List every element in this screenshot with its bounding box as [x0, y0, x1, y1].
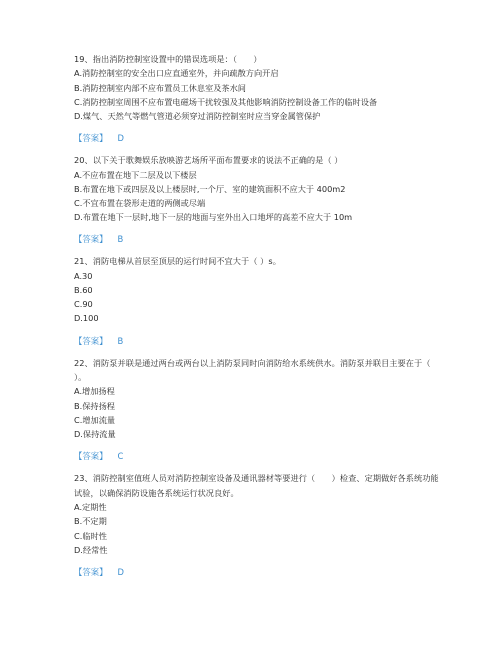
answer-label: 【答案】 [74, 566, 108, 577]
option-c: C.90 [74, 299, 93, 310]
option-b: B.消防控制室内部不应布置员工休息室及茶水间 [74, 82, 246, 93]
question-23 [74, 471, 444, 578]
answer-line [74, 132, 444, 144]
option-b: B.不定期 [74, 516, 107, 527]
option-d: D.100 [74, 313, 99, 324]
answer-line [74, 566, 444, 578]
answer-label: 【答案】 [74, 451, 108, 462]
answer-value: D [117, 133, 124, 144]
answer-label: 【答案】 [74, 335, 108, 346]
option-b: B.60 [74, 285, 93, 296]
question-stem: 21、消防电梯从首层至顶层的运行时间不宜大于（ ）s。 [74, 256, 281, 267]
option-a: A.不应布置在地下二层及以下楼层 [74, 169, 197, 180]
answer-line [74, 335, 444, 347]
answer-line [74, 450, 444, 462]
answer-label: 【答案】 [74, 234, 108, 245]
option-b: B.保持扬程 [74, 400, 115, 411]
question-stem: 22、消防泵并联是通过两台或两台以上消防泵同时向消防给水系统供水。消防泵并联目主要在于（ ）。 [74, 357, 431, 383]
answer-value: C [117, 451, 124, 462]
answer-value: B [117, 234, 124, 245]
option-c: C.不宜布置在袋形走道的两侧或尽端 [74, 198, 206, 209]
question-stem: 23、消防控制室值班人员对消防控制室设备及通讯器材等要进行（ ）检查、定期做好各系统功能试验，以确保消防设施各系统运行状况良好。 [74, 473, 439, 498]
option-d: D.煤气、天然气等燃气管道必须穿过消防控制室时应当穿金属管保护 [74, 111, 321, 122]
question-21 [74, 254, 444, 346]
question-22 [74, 356, 444, 463]
option-a: A.增加扬程 [74, 386, 115, 397]
option-b: B.布置在地下或四层及以上楼层时,一个厅、室的建筑面积不应大于 400m2 [74, 183, 346, 194]
option-d: D.经常性 [74, 544, 108, 555]
option-c: C.增加流量 [74, 414, 116, 425]
option-d: D.保持流量 [74, 429, 116, 440]
question-19 [74, 52, 444, 144]
option-a: A.消防控制室的安全出口应直通室外，并向疏散方向开启 [74, 68, 279, 79]
option-a: A.30 [74, 270, 93, 281]
exam-page [74, 52, 444, 578]
answer-label: 【答案】 [74, 133, 108, 144]
option-d: D.布置在地下一层时,地下一层的地面与室外出入口地坪的高差不应大于 10m [74, 212, 353, 223]
question-stem: 19、指出消防控制室设置中的错误选项是：（ ） [74, 54, 262, 64]
question-stem: 20、以下关于歌舞娱乐放映游艺场所平面布置要求的说法不正确的是（ ） [74, 155, 343, 166]
answer-value: D [117, 566, 124, 577]
answer-line [74, 233, 444, 245]
answer-value: B [117, 335, 124, 346]
question-20 [74, 153, 444, 245]
option-c: C.临时性 [74, 530, 107, 541]
option-a: A.定期性 [74, 502, 107, 513]
option-c: C.消防控制室周围不应布置电磁场干扰较强及其他影响消防控制设备工作的临时设备 [74, 96, 378, 107]
